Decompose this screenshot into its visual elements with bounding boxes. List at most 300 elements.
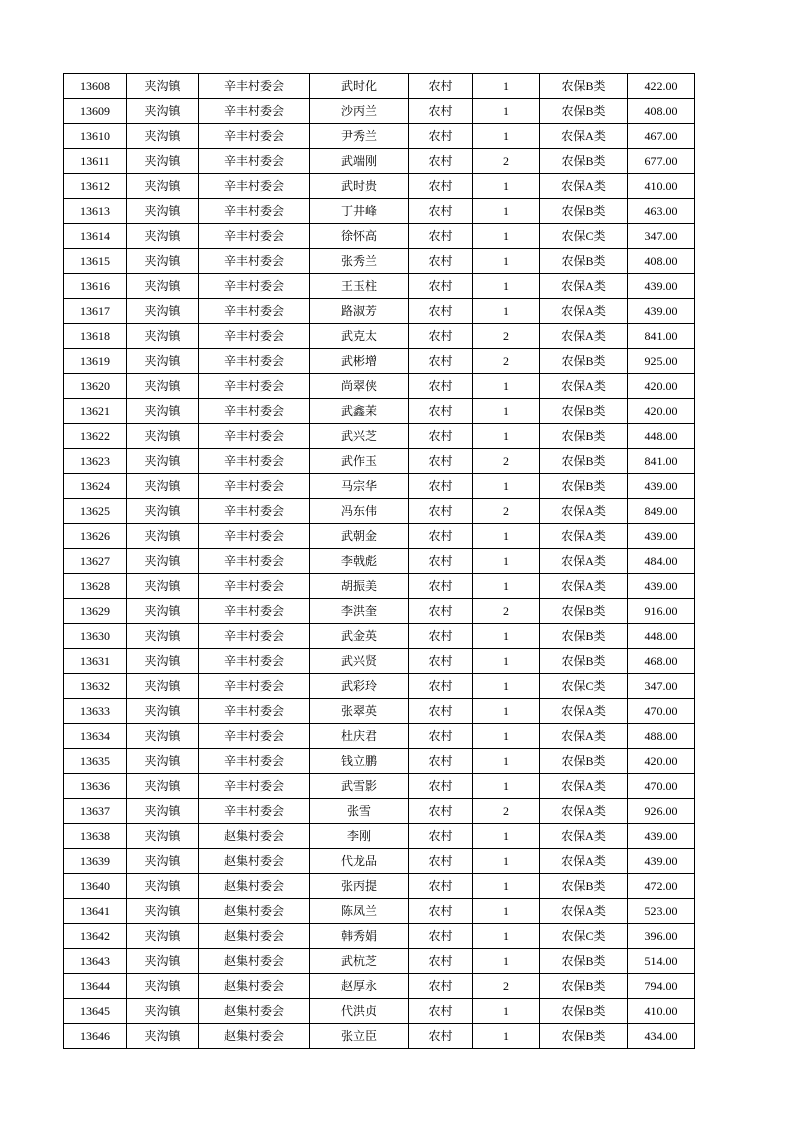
table-cell-category: 农保B类: [540, 74, 628, 99]
table-cell-name: 尚翠侠: [310, 374, 409, 399]
table-cell-type: 农村: [409, 649, 473, 674]
table-cell-amount: 467.00: [628, 124, 695, 149]
table-cell-type: 农村: [409, 374, 473, 399]
table-cell-count: 1: [473, 924, 540, 949]
table-cell-amount: 841.00: [628, 324, 695, 349]
table-cell-category: 农保A类: [540, 824, 628, 849]
table-cell-village: 辛丰村委会: [199, 399, 310, 424]
table-row: [64, 599, 695, 624]
table-cell-town: 夹沟镇: [127, 499, 199, 524]
table-cell-amount: 472.00: [628, 874, 695, 899]
table-cell-amount: 439.00: [628, 274, 695, 299]
table-cell-category: 农保A类: [540, 374, 628, 399]
table-cell-type: 农村: [409, 549, 473, 574]
table-cell-category: 农保A类: [540, 899, 628, 924]
table-row: [64, 324, 695, 349]
table-cell-id: 13634: [64, 724, 127, 749]
table-cell-town: 夹沟镇: [127, 324, 199, 349]
table-row: [64, 549, 695, 574]
table-row: [64, 749, 695, 774]
table-row: [64, 299, 695, 324]
table-cell-category: 农保B类: [540, 149, 628, 174]
table-cell-type: 农村: [409, 849, 473, 874]
table-cell-amount: 439.00: [628, 524, 695, 549]
table-cell-town: 夹沟镇: [127, 849, 199, 874]
table-row: [64, 399, 695, 424]
table-cell-type: 农村: [409, 899, 473, 924]
table-row: [64, 849, 695, 874]
table-cell-type: 农村: [409, 799, 473, 824]
table-row: [64, 824, 695, 849]
table-cell-category: 农保B类: [540, 199, 628, 224]
table-cell-village: 赵集村委会: [199, 849, 310, 874]
table-cell-type: 农村: [409, 149, 473, 174]
table-cell-name: 张丙提: [310, 874, 409, 899]
table-row: [64, 874, 695, 899]
table-cell-amount: 926.00: [628, 799, 695, 824]
table-cell-town: 夹沟镇: [127, 749, 199, 774]
table-cell-category: 农保A类: [540, 724, 628, 749]
table-cell-category: 农保C类: [540, 224, 628, 249]
table-cell-id: 13638: [64, 824, 127, 849]
table-row: [64, 474, 695, 499]
table-cell-type: 农村: [409, 299, 473, 324]
table-cell-id: 13640: [64, 874, 127, 899]
table-cell-name: 王玉柱: [310, 274, 409, 299]
table-cell-amount: 448.00: [628, 624, 695, 649]
table-cell-count: 1: [473, 624, 540, 649]
table-cell-amount: 470.00: [628, 774, 695, 799]
table-cell-id: 13612: [64, 174, 127, 199]
table-cell-name: 武杭芝: [310, 949, 409, 974]
table-cell-name: 冯东伟: [310, 499, 409, 524]
table-cell-type: 农村: [409, 324, 473, 349]
table-cell-town: 夹沟镇: [127, 674, 199, 699]
table-cell-category: 农保B类: [540, 449, 628, 474]
table-cell-count: 1: [473, 774, 540, 799]
table-cell-type: 农村: [409, 224, 473, 249]
table-cell-village: 辛丰村委会: [199, 299, 310, 324]
table-cell-town: 夹沟镇: [127, 1024, 199, 1049]
table-cell-village: 辛丰村委会: [199, 374, 310, 399]
table-cell-type: 农村: [409, 674, 473, 699]
table-cell-count: 1: [473, 1024, 540, 1049]
table-cell-town: 夹沟镇: [127, 874, 199, 899]
table-cell-type: 农村: [409, 724, 473, 749]
table-cell-type: 农村: [409, 599, 473, 624]
table-cell-name: 赵厚永: [310, 974, 409, 999]
table-cell-amount: 420.00: [628, 749, 695, 774]
table-cell-id: 13608: [64, 74, 127, 99]
table-cell-town: 夹沟镇: [127, 449, 199, 474]
table-cell-category: 农保B类: [540, 474, 628, 499]
table-cell-type: 农村: [409, 974, 473, 999]
table-cell-category: 农保A类: [540, 274, 628, 299]
table-cell-amount: 523.00: [628, 899, 695, 924]
table-row: [64, 224, 695, 249]
table-row: [64, 349, 695, 374]
table-cell-name: 徐怀高: [310, 224, 409, 249]
table-cell-id: 13646: [64, 1024, 127, 1049]
table-cell-type: 农村: [409, 474, 473, 499]
table-cell-count: 1: [473, 224, 540, 249]
table-cell-type: 农村: [409, 924, 473, 949]
table-cell-town: 夹沟镇: [127, 374, 199, 399]
table-cell-category: 农保C类: [540, 674, 628, 699]
table-cell-category: 农保A类: [540, 299, 628, 324]
table-cell-count: 1: [473, 824, 540, 849]
table-cell-amount: 439.00: [628, 299, 695, 324]
table-cell-town: 夹沟镇: [127, 399, 199, 424]
table-cell-amount: 514.00: [628, 949, 695, 974]
table-cell-village: 赵集村委会: [199, 974, 310, 999]
table-cell-town: 夹沟镇: [127, 149, 199, 174]
table-cell-town: 夹沟镇: [127, 349, 199, 374]
table-cell-type: 农村: [409, 624, 473, 649]
table-cell-name: 武彬增: [310, 349, 409, 374]
table-cell-village: 辛丰村委会: [199, 149, 310, 174]
table-cell-town: 夹沟镇: [127, 224, 199, 249]
table-cell-type: 农村: [409, 949, 473, 974]
table-cell-amount: 396.00: [628, 924, 695, 949]
table-cell-amount: 468.00: [628, 649, 695, 674]
table-cell-category: 农保A类: [540, 774, 628, 799]
table-cell-count: 1: [473, 699, 540, 724]
table-cell-town: 夹沟镇: [127, 299, 199, 324]
table-cell-town: 夹沟镇: [127, 824, 199, 849]
table-cell-town: 夹沟镇: [127, 774, 199, 799]
table-cell-village: 辛丰村委会: [199, 799, 310, 824]
table-cell-id: 13641: [64, 899, 127, 924]
table-cell-id: 13618: [64, 324, 127, 349]
table-cell-id: 13632: [64, 674, 127, 699]
table-row: [64, 949, 695, 974]
table-cell-village: 辛丰村委会: [199, 224, 310, 249]
table-cell-town: 夹沟镇: [127, 999, 199, 1024]
table-cell-amount: 347.00: [628, 224, 695, 249]
table-cell-village: 赵集村委会: [199, 874, 310, 899]
table-cell-name: 胡振美: [310, 574, 409, 599]
table-cell-town: 夹沟镇: [127, 99, 199, 124]
table-cell-name: 张雪: [310, 799, 409, 824]
table-cell-category: 农保A类: [540, 124, 628, 149]
table-cell-village: 辛丰村委会: [199, 724, 310, 749]
records-table: [63, 73, 695, 1049]
table-cell-town: 夹沟镇: [127, 724, 199, 749]
table-row: [64, 899, 695, 924]
table-cell-town: 夹沟镇: [127, 649, 199, 674]
table-row: [64, 724, 695, 749]
table-cell-name: 沙丙兰: [310, 99, 409, 124]
table-cell-id: 13630: [64, 624, 127, 649]
table-cell-name: 武端刚: [310, 149, 409, 174]
table-cell-name: 张立臣: [310, 1024, 409, 1049]
table-cell-amount: 439.00: [628, 574, 695, 599]
table-cell-amount: 439.00: [628, 849, 695, 874]
table-cell-count: 1: [473, 174, 540, 199]
table-cell-name: 武彩玲: [310, 674, 409, 699]
table-cell-name: 武金英: [310, 624, 409, 649]
table-cell-name: 路淑芳: [310, 299, 409, 324]
table-cell-id: 13642: [64, 924, 127, 949]
table-cell-village: 辛丰村委会: [199, 349, 310, 374]
table-cell-village: 辛丰村委会: [199, 274, 310, 299]
table-cell-type: 农村: [409, 199, 473, 224]
table-cell-name: 武雪影: [310, 774, 409, 799]
table-cell-town: 夹沟镇: [127, 249, 199, 274]
table-row: [64, 774, 695, 799]
table-cell-village: 辛丰村委会: [199, 624, 310, 649]
table-row: [64, 799, 695, 824]
table-cell-id: 13620: [64, 374, 127, 399]
table-cell-name: 代洪贞: [310, 999, 409, 1024]
table-cell-category: 农保B类: [540, 999, 628, 1024]
table-cell-id: 13633: [64, 699, 127, 724]
table-cell-count: 1: [473, 849, 540, 874]
table-cell-amount: 408.00: [628, 249, 695, 274]
table-cell-name: 韩秀娟: [310, 924, 409, 949]
table-cell-type: 农村: [409, 99, 473, 124]
table-cell-count: 2: [473, 974, 540, 999]
table-cell-count: 2: [473, 324, 540, 349]
table-cell-name: 李戟彪: [310, 549, 409, 574]
table-cell-amount: 439.00: [628, 824, 695, 849]
table-cell-count: 1: [473, 399, 540, 424]
table-cell-village: 辛丰村委会: [199, 749, 310, 774]
table-cell-village: 辛丰村委会: [199, 674, 310, 699]
table-cell-name: 武兴芝: [310, 424, 409, 449]
table-cell-id: 13621: [64, 399, 127, 424]
table-cell-type: 农村: [409, 274, 473, 299]
table-cell-id: 13645: [64, 999, 127, 1024]
table-cell-type: 农村: [409, 524, 473, 549]
table-cell-id: 13629: [64, 599, 127, 624]
table-cell-count: 1: [473, 724, 540, 749]
table-row: [64, 999, 695, 1024]
table-row: [64, 124, 695, 149]
table-cell-count: 1: [473, 674, 540, 699]
table-cell-village: 辛丰村委会: [199, 249, 310, 274]
table-cell-id: 13626: [64, 524, 127, 549]
table-cell-count: 1: [473, 999, 540, 1024]
table-cell-village: 辛丰村委会: [199, 474, 310, 499]
table-cell-type: 农村: [409, 699, 473, 724]
table-cell-amount: 794.00: [628, 974, 695, 999]
table-cell-category: 农保A类: [540, 499, 628, 524]
table-cell-id: 13639: [64, 849, 127, 874]
table-cell-village: 赵集村委会: [199, 949, 310, 974]
table-cell-count: 1: [473, 749, 540, 774]
table-cell-count: 1: [473, 574, 540, 599]
table-cell-name: 陈凤兰: [310, 899, 409, 924]
table-cell-town: 夹沟镇: [127, 799, 199, 824]
table-cell-count: 2: [473, 449, 540, 474]
table-cell-id: 13623: [64, 449, 127, 474]
table-cell-village: 辛丰村委会: [199, 574, 310, 599]
table-cell-village: 辛丰村委会: [199, 524, 310, 549]
table-cell-village: 辛丰村委会: [199, 549, 310, 574]
table-cell-type: 农村: [409, 399, 473, 424]
table-row: [64, 149, 695, 174]
table-cell-town: 夹沟镇: [127, 424, 199, 449]
table-cell-count: 1: [473, 199, 540, 224]
table-row: [64, 249, 695, 274]
table-body: [64, 74, 695, 1049]
table-cell-count: 1: [473, 124, 540, 149]
table-cell-category: 农保B类: [540, 624, 628, 649]
table-cell-category: 农保B类: [540, 949, 628, 974]
table-cell-amount: 408.00: [628, 99, 695, 124]
table-cell-type: 农村: [409, 999, 473, 1024]
table-cell-name: 武鑫茉: [310, 399, 409, 424]
table-cell-category: 农保B类: [540, 424, 628, 449]
table-cell-village: 辛丰村委会: [199, 599, 310, 624]
table-cell-count: 1: [473, 524, 540, 549]
table-cell-id: 13615: [64, 249, 127, 274]
table-cell-id: 13627: [64, 549, 127, 574]
table-cell-town: 夹沟镇: [127, 74, 199, 99]
table-cell-village: 赵集村委会: [199, 824, 310, 849]
table-cell-type: 农村: [409, 174, 473, 199]
table-cell-id: 13614: [64, 224, 127, 249]
table-row: [64, 974, 695, 999]
table-cell-id: 13622: [64, 424, 127, 449]
table-cell-type: 农村: [409, 824, 473, 849]
table-cell-id: 13619: [64, 349, 127, 374]
table-cell-count: 2: [473, 599, 540, 624]
table-row: [64, 1024, 695, 1049]
table-cell-village: 辛丰村委会: [199, 499, 310, 524]
table-row: [64, 424, 695, 449]
table-cell-village: 赵集村委会: [199, 899, 310, 924]
table-cell-id: 13617: [64, 299, 127, 324]
table-row: [64, 624, 695, 649]
table-cell-amount: 347.00: [628, 674, 695, 699]
table-cell-id: 13635: [64, 749, 127, 774]
table-cell-type: 农村: [409, 874, 473, 899]
table-cell-village: 辛丰村委会: [199, 774, 310, 799]
table-cell-count: 1: [473, 874, 540, 899]
table-cell-name: 张翠英: [310, 699, 409, 724]
table-cell-count: 1: [473, 549, 540, 574]
table-cell-count: 1: [473, 949, 540, 974]
table-cell-category: 农保B类: [540, 599, 628, 624]
table-cell-name: 武时化: [310, 74, 409, 99]
table-cell-category: 农保A类: [540, 849, 628, 874]
table-cell-name: 武兴贤: [310, 649, 409, 674]
table-cell-category: 农保A类: [540, 799, 628, 824]
table-cell-id: 13637: [64, 799, 127, 824]
table-cell-id: 13644: [64, 974, 127, 999]
table-cell-name: 尹秀兰: [310, 124, 409, 149]
table-cell-type: 农村: [409, 574, 473, 599]
table-cell-category: 农保B类: [540, 874, 628, 899]
table-row: [64, 74, 695, 99]
table-cell-amount: 677.00: [628, 149, 695, 174]
table-cell-name: 钱立鹏: [310, 749, 409, 774]
table-cell-name: 丁井峰: [310, 199, 409, 224]
table-cell-amount: 925.00: [628, 349, 695, 374]
table-cell-count: 2: [473, 499, 540, 524]
table-cell-count: 1: [473, 649, 540, 674]
table-cell-amount: 410.00: [628, 999, 695, 1024]
table-cell-count: 1: [473, 249, 540, 274]
table-cell-count: 1: [473, 299, 540, 324]
table-cell-id: 13643: [64, 949, 127, 974]
table-cell-village: 辛丰村委会: [199, 649, 310, 674]
table-cell-amount: 916.00: [628, 599, 695, 624]
table-cell-town: 夹沟镇: [127, 949, 199, 974]
table-row: [64, 449, 695, 474]
table-cell-id: 13609: [64, 99, 127, 124]
table-cell-town: 夹沟镇: [127, 524, 199, 549]
table-cell-type: 农村: [409, 749, 473, 774]
table-cell-type: 农村: [409, 499, 473, 524]
table-cell-town: 夹沟镇: [127, 974, 199, 999]
table-cell-town: 夹沟镇: [127, 124, 199, 149]
table-cell-count: 1: [473, 424, 540, 449]
table-cell-count: 1: [473, 899, 540, 924]
table-cell-town: 夹沟镇: [127, 599, 199, 624]
table-cell-count: 1: [473, 274, 540, 299]
table-cell-amount: 488.00: [628, 724, 695, 749]
table-cell-town: 夹沟镇: [127, 474, 199, 499]
table-cell-name: 李洪奎: [310, 599, 409, 624]
table-cell-amount: 849.00: [628, 499, 695, 524]
table-cell-town: 夹沟镇: [127, 624, 199, 649]
table-cell-count: 1: [473, 74, 540, 99]
table-cell-id: 13628: [64, 574, 127, 599]
table-cell-count: 1: [473, 99, 540, 124]
table-cell-amount: 841.00: [628, 449, 695, 474]
table-cell-amount: 410.00: [628, 174, 695, 199]
table-row: [64, 574, 695, 599]
table-cell-category: 农保B类: [540, 1024, 628, 1049]
table-cell-name: 张秀兰: [310, 249, 409, 274]
table-cell-amount: 484.00: [628, 549, 695, 574]
table-row: [64, 174, 695, 199]
table-row: [64, 924, 695, 949]
table-cell-town: 夹沟镇: [127, 699, 199, 724]
table-row: [64, 199, 695, 224]
table-cell-village: 辛丰村委会: [199, 199, 310, 224]
table-cell-id: 13631: [64, 649, 127, 674]
table-cell-name: 李刚: [310, 824, 409, 849]
table-cell-category: 农保A类: [540, 549, 628, 574]
table-row: [64, 699, 695, 724]
table-cell-type: 农村: [409, 1024, 473, 1049]
table-cell-count: 2: [473, 799, 540, 824]
table-cell-amount: 439.00: [628, 474, 695, 499]
table-cell-category: 农保B类: [540, 249, 628, 274]
table-cell-id: 13624: [64, 474, 127, 499]
table-cell-id: 13616: [64, 274, 127, 299]
table-row: [64, 674, 695, 699]
table-cell-village: 赵集村委会: [199, 999, 310, 1024]
table-cell-amount: 420.00: [628, 399, 695, 424]
table-cell-type: 农村: [409, 249, 473, 274]
table-cell-count: 2: [473, 349, 540, 374]
table-cell-village: 辛丰村委会: [199, 449, 310, 474]
table-cell-category: 农保A类: [540, 574, 628, 599]
table-cell-id: 13636: [64, 774, 127, 799]
table-cell-amount: 420.00: [628, 374, 695, 399]
table-cell-type: 农村: [409, 449, 473, 474]
table-cell-town: 夹沟镇: [127, 174, 199, 199]
table-cell-category: 农保B类: [540, 99, 628, 124]
table-cell-category: 农保A类: [540, 699, 628, 724]
table-cell-town: 夹沟镇: [127, 274, 199, 299]
